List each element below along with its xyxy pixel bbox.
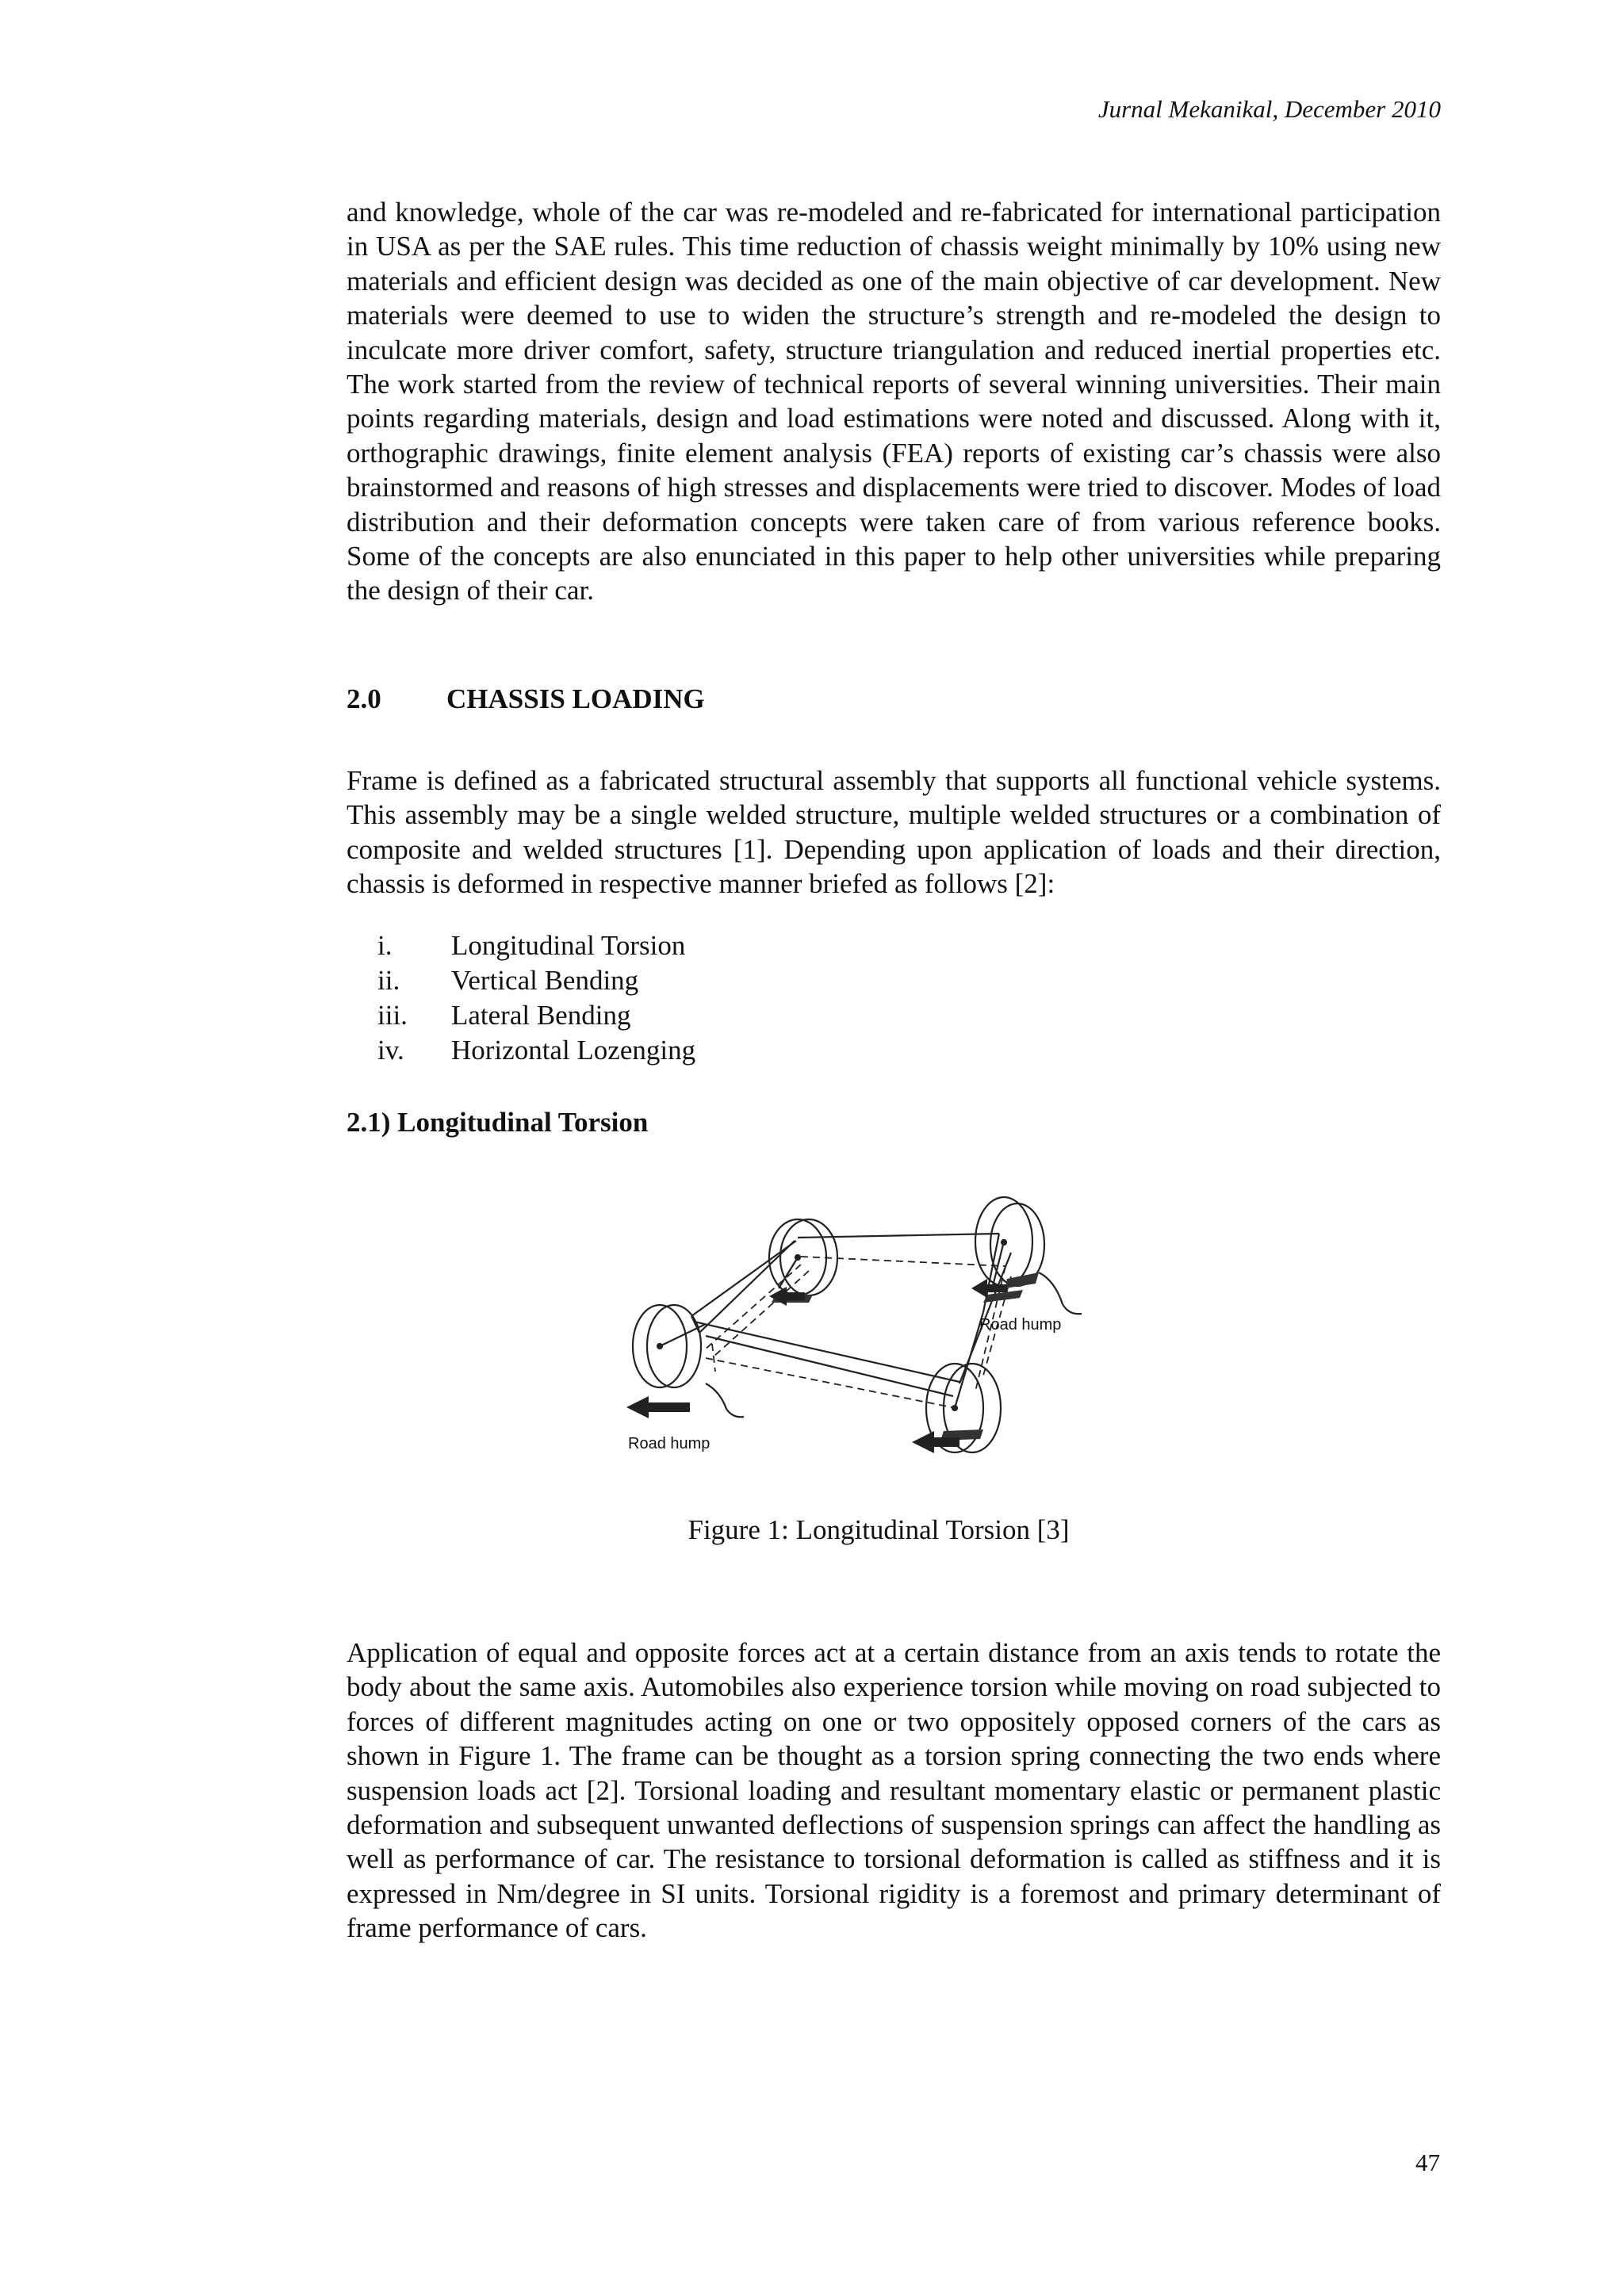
list-item (377, 963, 695, 998)
list-numeral: iv. (377, 1035, 404, 1066)
load-pads (772, 1272, 1039, 1441)
list-text: Lateral Bending (451, 1000, 631, 1031)
list-item (377, 998, 695, 1033)
torsion-paragraph: Application of equal and opposite forces act at a certain distance from an axis tends to rotate the body about the same axis. Automobiles also experience torsion while moving on road subjected to forces of different magnitudes acting on one or two oppositely opposed corners of the cars as shown in Figure 1. The frame can be thought as a torsion spring connecting the two ends where suspension loads act [2]. Torsional loading and resultant momentary elastic or permanent plastic deformation and subsequent unwanted deflections of suspension springs can affect the handling as well as performance of car. The resistance to torsional deformation is called as stiffness and it is expressed in Nm/degree in SI units. Torsional rigidity is a foremost and primary determinant of frame performance of cars. (347, 1637, 1441, 1944)
figure-caption (0, 1514, 1624, 1546)
list-numeral: iii. (377, 1000, 408, 1031)
road-hump-label-left: Road hump (628, 1435, 710, 1452)
list-text: Vertical Bending (451, 965, 639, 996)
list-numeral: ii. (377, 965, 400, 996)
intro-paragraph: and knowledge, whole of the car was re-modeled and re-fabricated for international participation in USA as per the SAE rules. This time reduction of chassis weight minimally by 10% using new materials and efficient design was decided as one of the main objective of car development. New materials were deemed to use to widen the structure’s strength and re-modeled the design to inculcate more driver comfort, safety, structure triangulation and reduced inertial properties etc. The work started from the review of technical reports of several winning universities. Their main points regarding materials, design and load estimations were noted and discussed. Along with it, orthographic drawings, finite element analysis (FEA) reports of existing car’s chassis were also brainstormed and reasons of high stresses and displacements were tried to discover. Modes of load distribution and their deformation concepts were taken care of from various reference books. Some of the concepts are also enunciated in this paper to help other universities while preparing the design of their car. (347, 197, 1441, 607)
deformation-list (377, 928, 695, 1068)
wheel-back-right (975, 1197, 1044, 1286)
deformed-frame (704, 1257, 1011, 1409)
page-number: 47 (1415, 2149, 1440, 2176)
section-heading (347, 683, 705, 715)
list-text: Horizontal Lozenging (451, 1035, 696, 1066)
road-hump-left (706, 1383, 744, 1417)
chassis-frame (660, 1234, 1011, 1408)
section-title: CHASSIS LOADING (446, 683, 705, 714)
list-numeral: i. (377, 930, 393, 961)
wheel-front-left (633, 1305, 701, 1387)
list-item (377, 1033, 695, 1068)
chassis-torsion-diagram (611, 1177, 1118, 1467)
list-text: Longitudinal Torsion (451, 930, 686, 961)
torsion-figure (611, 1177, 1118, 1467)
road-hump-right (1039, 1272, 1082, 1314)
road-hump-label-right: Road hump (979, 1316, 1062, 1334)
figure-caption-text: Figure 1: Longitudinal Torsion [3] (688, 1514, 1070, 1545)
section-number: 2.0 (347, 683, 381, 714)
list-item (377, 928, 695, 963)
journal-header: Jurnal Mekanikal, December 2010 (1097, 95, 1441, 123)
subsection-heading: 2.1) Longitudinal Torsion (347, 1107, 649, 1138)
frame-definition-paragraph: Frame is defined as a fabricated structural assembly that supports all functional vehicle systems. This assembly may be a single welded structure, multiple welded structures or a combination of composite and welded structures [1]. Depending upon application of loads and their direction, chassis is deformed in respective manner briefed as follows [2]: (347, 765, 1441, 900)
